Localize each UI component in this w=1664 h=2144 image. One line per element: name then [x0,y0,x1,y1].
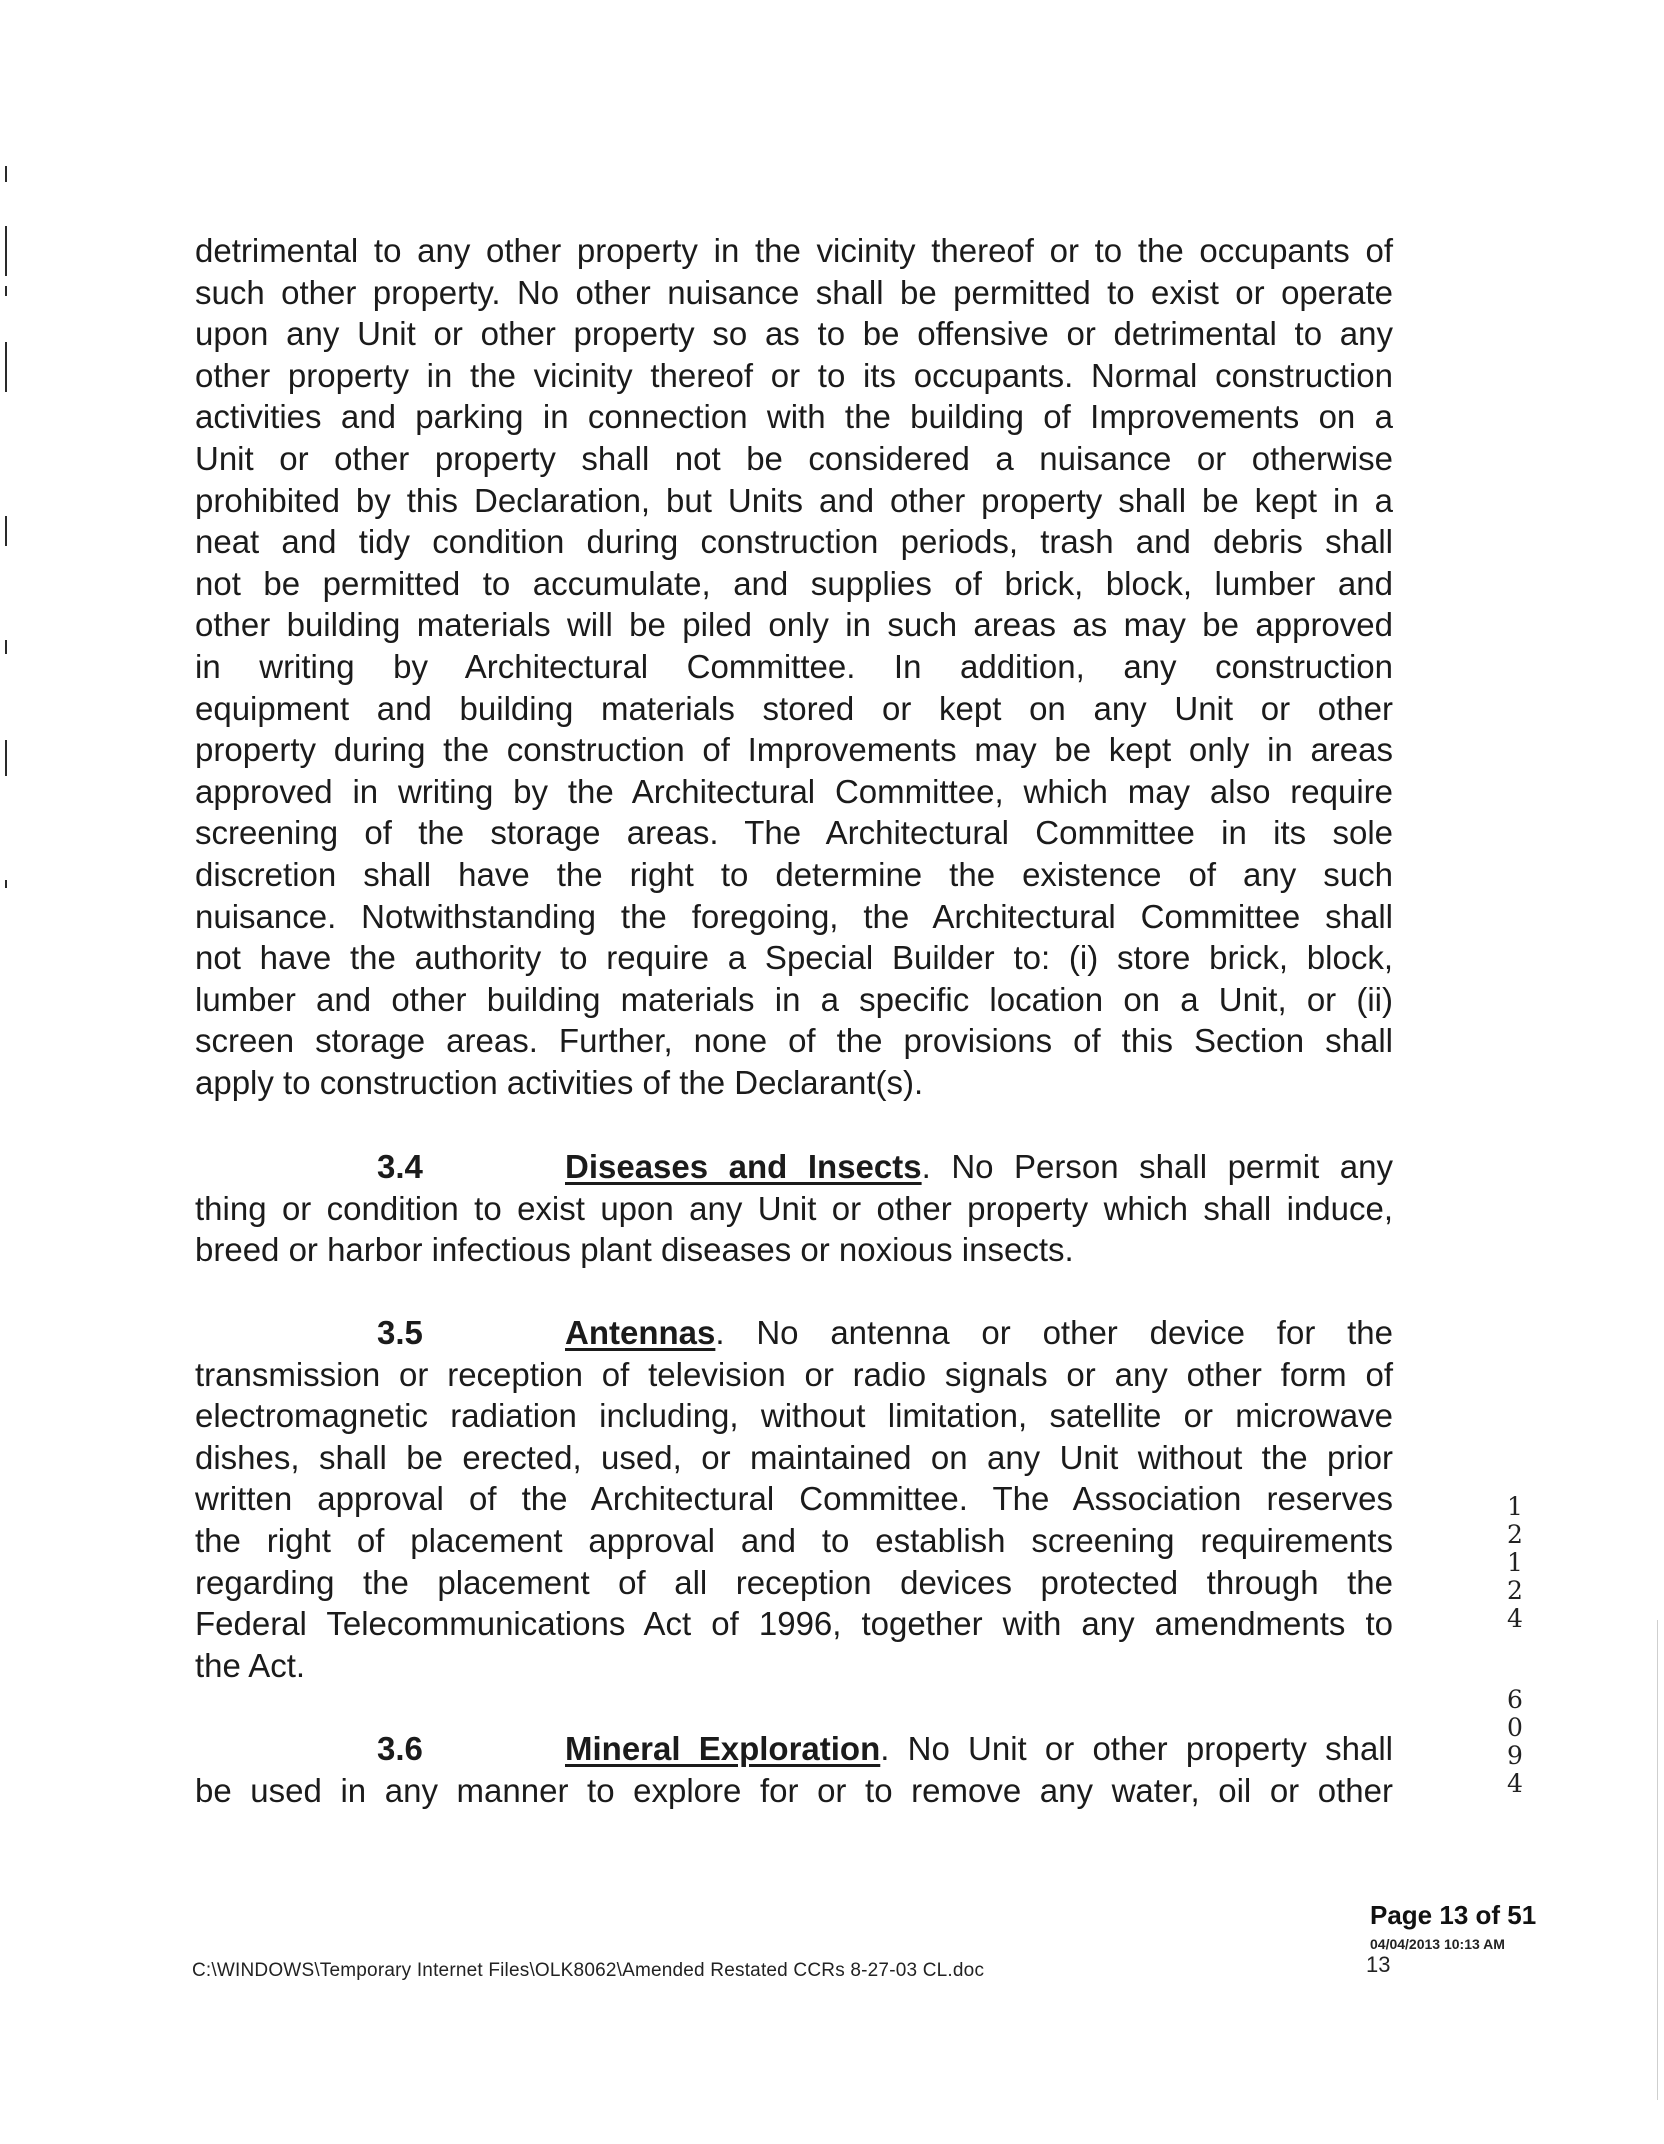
page-count-label: Page 13 of 51 [1370,1900,1537,1930]
section-title: Mineral Exploration [565,1730,881,1767]
scan-mark [5,226,7,276]
text-line: lumber and other building materials in a specific location on a Unit, or (ii) [195,980,1393,1018]
section-3-6 [195,1728,1393,1811]
print-timestamp: 04/04/2013 10:13 AM [1370,1936,1505,1952]
text-line: electromagnetic radiation including, without limitation, satellite or microwave [195,1397,1393,1435]
text-line: not be permitted to accumulate, and supplies of brick, block, lumber and [195,564,1393,602]
stamp-digit: 4 [1507,1604,1523,1633]
section-text: . No Unit or other property shall [880,1730,1394,1767]
paragraph-nuisance [195,230,1393,1103]
text-line: not have the authority to require a Special Builder to: (i) store brick, block, [195,939,1393,977]
section-3-4 [195,1146,1393,1271]
scan-mark [5,880,7,888]
section-number: 3.6 [377,1730,423,1767]
stamp-digit: 2 [1507,1576,1523,1605]
text-line: other building materials will be piled only in such areas as may be approved [195,606,1393,644]
text-line: the right of placement approval and to establish screening requirements [195,1521,1393,1559]
text-line: in writing by Architectural Committee. In addition, any construction [195,647,1393,685]
text-line: neat and tidy condition during construction periods, trash and debris shall [195,523,1393,561]
section-title: Antennas [565,1314,716,1351]
text-line: activities and parking in connection with the building of Improvements on a [195,398,1393,436]
section-3-5 [195,1312,1393,1686]
section-number: 3.4 [377,1148,423,1185]
section-text: . No Person shall permit any [921,1148,1393,1185]
scan-mark [5,516,7,546]
text-line: dishes, shall be erected, used, or maintained on any Unit without the prior [195,1438,1393,1476]
text-line: discretion shall have the right to determine the existence of any such [195,855,1393,893]
text-line: Federal Telecommunications Act of 1996, together with any amendments to [195,1605,1393,1643]
text-line: detrimental to any other property in the vicinity thereof or to the occupants of [195,232,1393,269]
text-line: such other property. No other nuisance shall be permitted to exist or operate [195,273,1393,311]
text-line: apply to construction activities of the Declarant(s). [195,1063,924,1101]
scan-mark [5,166,7,182]
section-title: Diseases and Insects [565,1148,922,1185]
section-text: . No antenna or other device for the [715,1314,1393,1351]
text-line: screen storage areas. Further, none of the provisions of this Section shall [195,1022,1393,1060]
scan-mark [5,286,7,296]
text-line: the Act. [195,1646,306,1684]
stamp-digit: 1 [1507,1548,1523,1577]
stamp-digit: 2 [1507,1520,1523,1549]
scan-mark [5,342,7,392]
text-line: transmission or reception of television or radio signals or any other form of [195,1355,1393,1393]
scan-mark [5,740,7,776]
text-line: written approval of the Architectural Committee. The Association reserves [195,1480,1393,1518]
recording-stamp-top [1500,1493,1530,1633]
file-path: C:\WINDOWS\Temporary Internet Files\OLK8062\Amended Restated CCRs 8-27-03 CL.doc [192,1960,985,1981]
text-line: nuisance. Notwithstanding the foregoing, the Architectural Committee shall [195,897,1393,935]
text-line: regarding the placement of all reception devices protected through the [195,1563,1393,1601]
stamp-digit: 1 [1507,1492,1523,1521]
stamp-digit: 0 [1507,1713,1523,1742]
text-line: screening of the storage areas. The Architectural Committee in its sole [195,814,1393,852]
text-line: Unit or other property shall not be considered a nuisance or otherwise [195,439,1393,477]
stamp-digit: 4 [1507,1769,1523,1798]
text-line: upon any Unit or other property so as to be offensive or detrimental to any [195,315,1393,353]
stamp-digit: 6 [1507,1685,1523,1714]
page-number: 13 [1366,1952,1391,1977]
text-line: be used in any manner to explore for or to remove any water, oil or other [195,1771,1393,1809]
text-line: breed or harbor infectious plant diseases or noxious insects. [195,1231,1074,1269]
section-number: 3.5 [377,1314,423,1351]
text-line: approved in writing by the Architectural Committee, which may also require [195,772,1393,810]
scan-edge [1657,1620,1658,2100]
section-heading-line [195,1728,1393,1770]
section-heading-line [195,1312,1393,1354]
recording-stamp-bottom [1500,1686,1530,1798]
stamp-digit: 9 [1507,1741,1523,1770]
text-line: other property in the vicinity thereof or to its occupants. Normal construction [195,356,1393,394]
text-line: property during the construction of Improvements may be kept only in areas [195,731,1393,769]
text-line: prohibited by this Declaration, but Units and other property shall be kept in a [195,481,1393,519]
text-line: thing or condition to exist upon any Unit or other property which shall induce, [195,1189,1393,1227]
section-heading-line [195,1146,1393,1188]
text-line: equipment and building materials stored or kept on any Unit or other [195,689,1393,727]
scan-mark [5,640,7,654]
